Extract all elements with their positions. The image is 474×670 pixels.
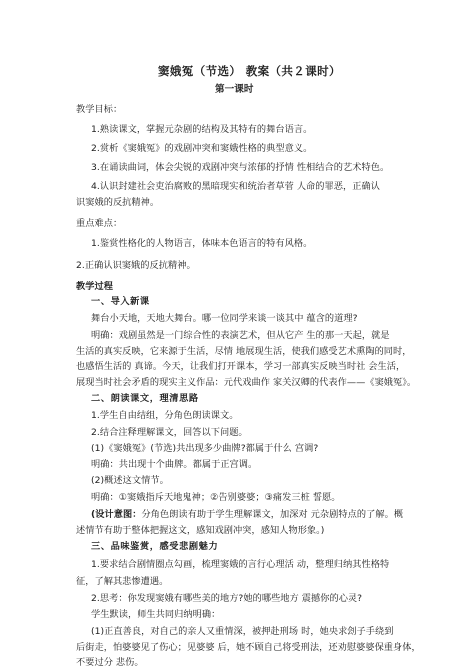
paragraph-line: 舞台小天地，天地大舞台。哪一位同学来谈一谈其中 蕴含的道理? [91, 313, 358, 324]
objective-item-continued: 识窦娥的反抗精神。 [76, 197, 160, 208]
section-heading-appreciation: 三、品味鉴赏，感受悲剧魅力 [91, 541, 219, 552]
section-heading-reading: 二、朗读课文，理清思路 [91, 393, 199, 404]
objective-item: 3.在诵读曲词，体会尖锐的戏剧冲突与浓郁的抒情 性相结合的艺术特色。 [91, 162, 390, 173]
paragraph-line: 1.学生自由结组，分角色朗读课文。 [91, 410, 239, 421]
paragraph-line: 展现当时社会矛盾的现实主义作品：元代戏曲作 家关汉卿的代表作——《窦娥冤》。 [76, 377, 417, 388]
section-heading-intro: 一、导入新课 [91, 296, 150, 307]
paragraph-line: 2.结合注释理解课文，回答以下问题。 [91, 427, 248, 438]
design-intent-text: 分角色朗读有助于学生理解课文，加深对 元杂剧特点的了解。概 [141, 509, 404, 520]
paragraph-line: 2.思考：你发现窦娥有哪些美的地方?她的哪些地方 震撼你的心灵? [91, 593, 363, 604]
paragraph-line: 也感悟生活的 真谛。今天，让我们打开课本，学习一部真实反映当时社 会生活， [76, 361, 406, 372]
key-point-item: 1.鉴赏性格化的人物语言，体味本色语言的特有风格。 [91, 238, 313, 249]
paragraph-line: 明确：共出现十个曲牌。都属于正宫调。 [91, 459, 258, 470]
objectives-heading: 教学目标： [76, 104, 123, 115]
paragraph-line: 述情节有助于整体把握这文，感知戏剧冲突，感知人物形象。) [76, 525, 325, 536]
lesson-subtitle: 第一课时 [215, 84, 254, 95]
design-intent-label: (设计意图： [91, 509, 142, 520]
paragraph-line: 1.要求结合剧情圈点勾画，梳理窦娥的言行心理活 动，整理归纳其性格特 [91, 559, 390, 570]
key-point-item: 2.正确认识窦娥的反抗精神。 [76, 260, 196, 271]
paragraph-line: (1)正直善良，对自己的亲人又重情深，被押赴刑场 时，她央求刽子手绕到 [91, 626, 394, 637]
paragraph-line: 明确：戏剧虽然是一门综合性的表演艺术，但从它产 生的那一天起，就是 [91, 330, 390, 341]
paragraph-line: 学生默读，师生共同归纳明确： [91, 609, 221, 620]
process-heading: 教学过程 [76, 281, 113, 292]
paragraph-line: (1)《窦娥冤》(节选)共出现多少曲牌?都属于什么 宫调? [91, 443, 319, 454]
paragraph-line: 征，了解其悲惨遭遇。 [76, 576, 169, 587]
paragraph-line: 生活的真实反映，它来源于生活，尽情 地展现生活，使我们感受艺术熏陶的同时， [76, 346, 412, 357]
design-intent-line [91, 509, 403, 521]
document-title: 窦娥冤（节选） 教案（共２课时） [158, 64, 341, 78]
paragraph-line: (2)概述这文情节。 [91, 475, 169, 486]
key-points-heading: 重点难点： [76, 218, 123, 229]
objective-item: 2.赏析《窦娥冤》的戏剧冲突和窦娥性格的典型意义。 [91, 143, 313, 154]
paragraph-line: 后街走，怕婆婆见了伤心；见婆婆 后，她不顾自己将受刑法，还劝慰婆婆保重身体， [76, 642, 421, 653]
paragraph-line: 明确：①窦娥指斥天地鬼神；②告别婆婆；③痛发三桩 誓愿。 [91, 492, 341, 503]
objective-item: 1.熟读课文，掌握元杂剧的结构及其特有的舞台语言。 [91, 124, 313, 135]
paragraph-line: 不要过分 悲伤。 [76, 657, 144, 668]
objective-item: 4.认识封建社会吏治腐败的黑暗现实和统治者草菅 人命的罪恶，正确认 [91, 181, 380, 192]
